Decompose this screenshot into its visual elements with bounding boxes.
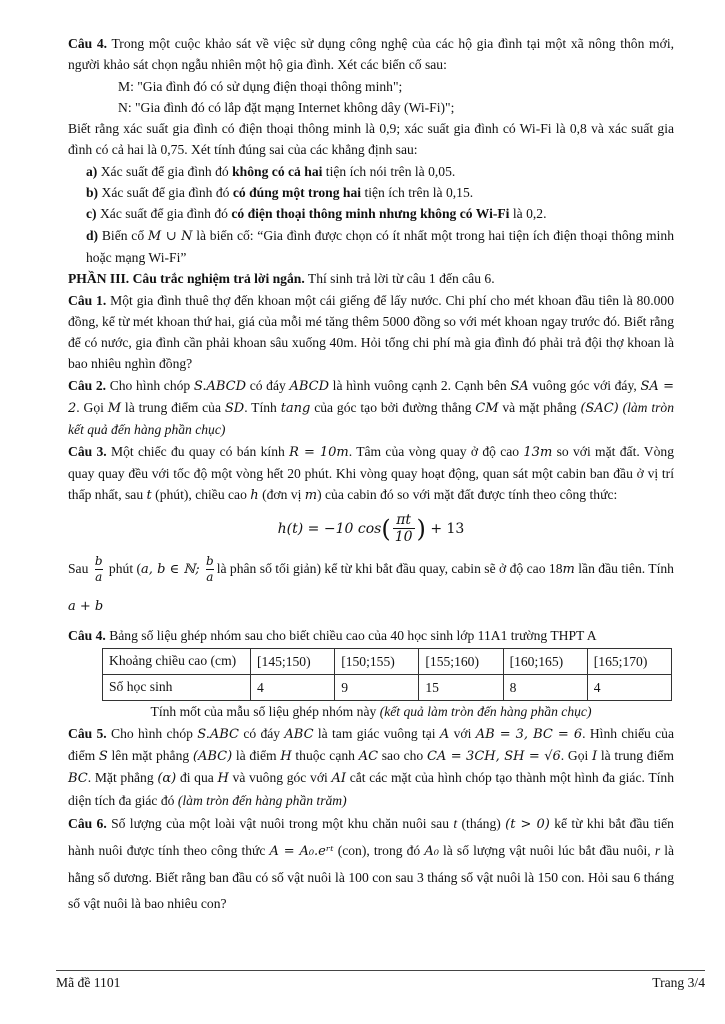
q4-statement-c: c) Xác suất để gia đình đó có điện thoại thông minh nhưng không có Wi-Fi là 0,2. (86, 206, 547, 222)
q4-event-n: N: "Gia đình đó có lắp đặt mạng Internet không dây (Wi-Fi)"; (118, 99, 455, 115)
height-frequency-table (102, 648, 672, 702)
table-cell: [165;170) (587, 648, 671, 674)
table-cell: [145;150) (251, 648, 335, 674)
table-row (103, 648, 672, 674)
q4-statement-a: a) Xác suất để gia đình đó không có cả hai tiện ích nói trên là 0,05. (86, 163, 456, 179)
table-cell: [155;160) (419, 648, 503, 674)
table-cell: 4 (587, 675, 671, 701)
question-6: Câu 6. Số lượng của một loài vật nuôi trong một khu chăn nuôi sau t (tháng) (t > 0) kể từ khi bắt đầu tiến hành nuôi được tính theo công thức A = A₀.eʳᵗ (con), trong đó A₀ là số lượng vật nuôi lúc bắt đầu nuôi, r là hằng số dương. Biết rằng ban đầu có số vật nuôi là 100 con sau 3 tháng số vật nuôi là 150 con. Hỏi sau 6 tháng số vật nuôi là bao nhiêu con? (68, 815, 675, 911)
table-cell: 15 (419, 675, 503, 701)
exam-page (68, 33, 674, 917)
q4-statement-d: d) Biến cố M ∪ N là biến cố: “Gia đình được chọn có ít nhất một trong hai tiện ích điện thoại thông minh hoặc mạng Wi-Fi” (86, 227, 675, 265)
table-cell: 4 (251, 675, 335, 701)
table-cell: [150;155) (335, 648, 419, 674)
question-3: Câu 3. Một chiếc đu quay có bán kính R = 10m. Tâm của vòng quay ở độ cao 13m so với mặt đất. Vòng quay quay đều với tốc độ một vòng hết 20 phút. Khi vòng quay hoạt động, quan sát một cabin ban đầu ở vị trí thấp nhất, sau t (phút), chiều cao h (đơn vị m) của cabin đó so với mặt đất được tính theo công thức: (68, 443, 675, 504)
part3-heading: PHẦN III. Câu trắc nghiệm trả lời ngắn. Thí sinh trả lời từ câu 1 đến câu 6. (68, 271, 495, 287)
table-header-count: Số học sinh (103, 675, 251, 701)
page-footer (56, 970, 705, 991)
table-cell: 8 (503, 675, 587, 701)
question-2: Câu 2. Cho hình chóp S.ABCD có đáy ABCD là hình vuông cạnh 2. Cạnh bên SA vuông góc với đáy, SA = 2. Gọi M là trung điểm của SD. Tính tang của góc tạo bởi đường thẳng CM và mặt phẳng (SAC) (làm tròn kết quả đến hàng phần chục) (68, 377, 675, 438)
height-formula: h(t) = −10 cos( $\frac{\pi t}{10}$ ) + 13 (277, 512, 465, 546)
table-cell: [160;165) (503, 648, 587, 674)
q4-given: Biết rằng xác suất gia đình có điện thoại thông minh là 0,9; xác suất gia đình có Wi-Fi là 0,8 và xác suất gia đình có cả hai là 0,75. Xét tính đúng sai của các khẳng định sau: (68, 121, 674, 158)
table-cell: 9 (335, 675, 419, 701)
question-5: Câu 5. Cho hình chóp S.ABC có đáy ABC là tam giác vuông tại A với AB = 3, BC = 6. Hình chiếu của điểm S lên mặt phẳng (ABC) là điểm H thuộc cạnh AC sao cho CA = 3CH, SH = √6. Gọi I là trung điểm BC. Mặt phẳng (α) đi qua H và vuông góc với AI cắt các mặt của hình chóp tạo thành một hình đa giác. Tính diện tích đa giác đó (làm tròn đến hàng phần trăm) (68, 725, 675, 808)
question-1: Câu 1. Một gia đình thuê thợ đến khoan một cái giếng để lấy nước. Chi phí cho mét khoan đầu tiên là 80.000 đồng, kể từ mét khoan thứ hai, giá của mỗi mé tăng thêm 5000 đồng so với mét khoan ngay trước đó. Biết rằng để có nước, gia đình cần phải khoan sâu xuống 40m. Hỏi tổng chi phí mà gia đình đó phải trả đội thợ khoan là bao nhiêu nghìn đồng? (68, 292, 674, 372)
q4-label: Câu 4. (68, 36, 108, 51)
q4-intro: Câu 4. Trong một cuộc khảo sát về việc sử dụng công nghệ của các hộ gia đình tại một xã nông thôn mới, người khảo sát chọn ngẫu nhiên một hộ gia đình. Xét các biến cố sau: (68, 36, 674, 73)
q4-event-m: M: "Gia đình đó có sử dụng điện thoại thông minh"; (118, 78, 403, 94)
question-4-task: Tính mốt của mẫu số liệu ghép nhóm này (kết quả làm tròn đến hàng phần chục) (150, 704, 592, 720)
question-4: Câu 4. Bảng số liệu ghép nhóm sau cho biết chiều cao của 40 học sinh lớp 11A1 trường THPT A (68, 627, 597, 643)
table-header-interval: Khoảng chiều cao (cm) (103, 648, 251, 674)
q4-statement-b: b) Xác suất để gia đình đó có đúng một trong hai tiện ích trên là 0,15. (86, 185, 474, 201)
page-number: Trang 3/4 (652, 975, 705, 990)
exam-code: Mã đề 1101 (56, 975, 121, 990)
question-3-task: Sau $\frac{b}{a}$ phút (a, b ∈ ℕ; $\frac{b}{a}$ là phân số tối giản) kể từ khi bắt đầu quay, cabin sẽ ở độ cao 18m lần đầu tiên. Tính a + b (68, 553, 674, 614)
table-row (103, 675, 672, 701)
